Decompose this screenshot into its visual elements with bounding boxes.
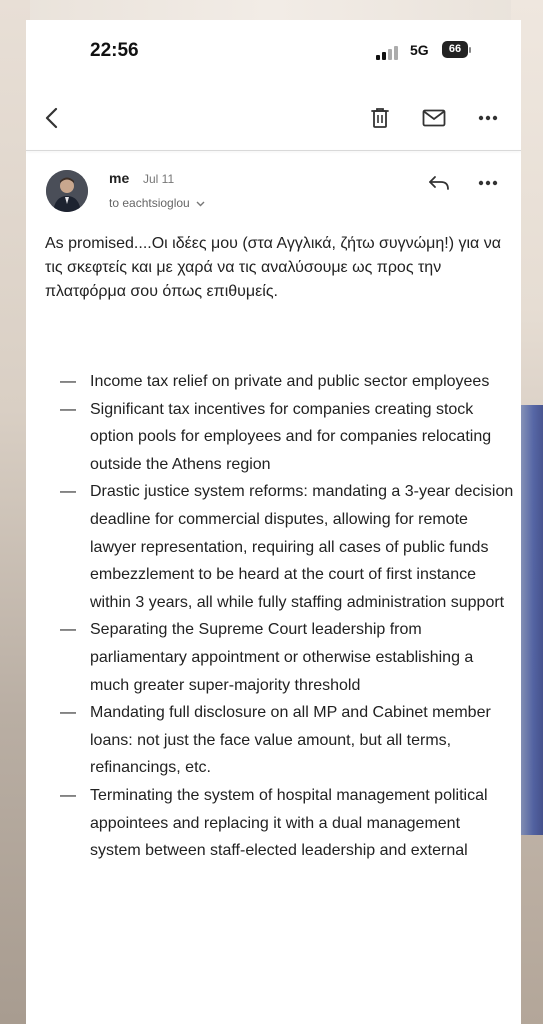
bullet-text: Significant tax incentives for companies creating stock option pools for employees and for companies relocating outside the Athens region [90,400,492,473]
status-bar [26,20,521,80]
bullet-marker: — [60,704,76,722]
bullet-text: Separating the Supreme Court leadership from parliamentary appointment or otherwise establishing a much greater super-majority threshold [90,621,474,694]
phone-screen [26,20,521,1024]
email-date: Jul 11 [143,172,175,186]
trash-icon[interactable] [366,98,394,138]
chevron-down-icon [196,201,205,207]
battery-level: 66 [448,43,462,55]
bullet-text: Terminating the system of hospital management political appointees and replacing it with a dual management system between staff-elected leadership and external [90,786,488,860]
list-item [45,699,515,782]
bullet-marker: — [60,621,76,639]
list-item [45,368,515,396]
reply-icon[interactable] [425,170,453,196]
more-options-icon[interactable] [474,170,502,196]
mail-icon[interactable] [419,98,449,138]
bullet-text: Income tax relief on private and public sector employees [90,373,490,390]
recipient-details[interactable] [109,196,205,210]
background-top [0,0,543,22]
background-right-accent [519,405,543,835]
bullet-marker: — [60,786,76,804]
bullet-marker: — [60,373,76,390]
battery-tip [469,47,471,53]
email-toolbar [26,98,521,142]
recipient-label: to eachtsioglou [109,196,190,210]
chevron-left-icon[interactable] [38,98,66,138]
avatar[interactable] [46,170,88,212]
list-item [45,478,515,616]
network-type: 5G [410,42,429,58]
email-intro: As promised....Οι ιδέες μου (στα Αγγλικά, ζήτω συγνώμη!) για να τις σκεφτείς και με χαρά να τις αναλύσουμε ως προς την πλατφόρμα σου όπως επιθυμείς. [45,235,501,300]
bullet-marker: — [60,483,76,501]
signal-icon [376,46,406,60]
bullet-list [45,368,515,865]
battery-icon [442,41,468,58]
list-item [45,616,515,699]
list-item [45,396,515,479]
list-item [45,782,515,865]
status-time: 22:56 [90,40,139,61]
bullet-marker: — [60,400,76,418]
bullet-text: Drastic justice system reforms: mandating a 3-year decision deadline for commercial disputes, allowing for remote lawyer representation, requiring all cases of public funds embezzlement to be heard at the court of first instance within 3 years, all while fully staffing administration support [90,483,514,611]
toolbar-divider [26,150,521,151]
bullet-text: Mandating full disclosure on all MP and Cabinet member loans: not just the face value amount, but all terms, refinancings, etc. [90,704,491,777]
more-horizontal-icon[interactable] [473,98,503,138]
sender-name: me [109,170,130,186]
